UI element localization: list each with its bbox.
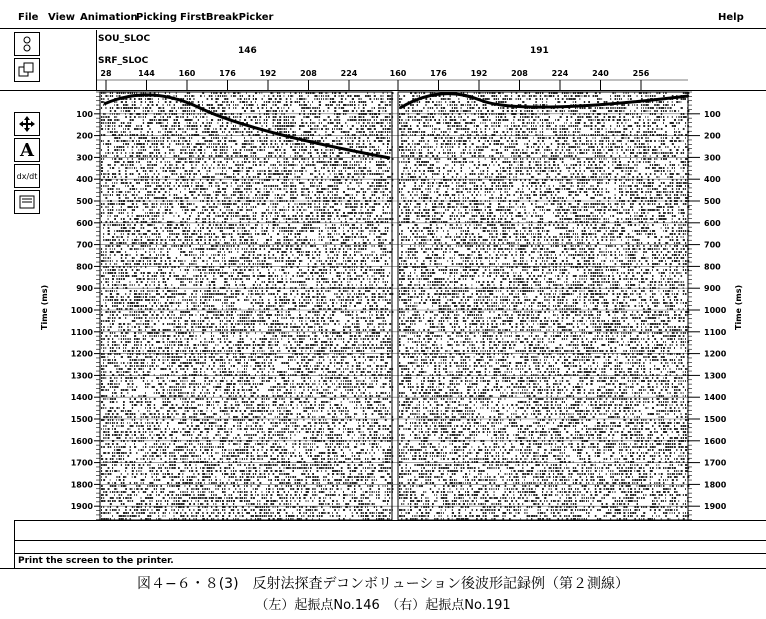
- srf-label: SRF_SLOC: [98, 56, 149, 66]
- status-divider: [14, 540, 766, 541]
- time-tick-label-left: 1700: [70, 458, 93, 468]
- menu-picking[interactable]: Picking: [136, 12, 178, 23]
- status-top-border: [14, 553, 766, 554]
- time-tick-label-right: 700: [704, 240, 721, 250]
- time-tick-label-left: 900: [76, 284, 93, 294]
- menu-animation[interactable]: Animation: [80, 12, 138, 23]
- time-tick-label-right: 1500: [704, 415, 727, 424]
- time-tick-label-left: 600: [76, 218, 93, 228]
- srf-tick-left: 208: [300, 69, 317, 78]
- time-tick-label-left: 1200: [70, 349, 93, 359]
- time-tick-label-left: 1300: [70, 371, 93, 381]
- srf-tick-right: 256: [632, 69, 650, 78]
- time-tick-label-right: 1200: [704, 349, 727, 359]
- time-tick-label-right: 1800: [704, 480, 727, 490]
- time-tick-label-right: 1700: [704, 458, 727, 468]
- srf-tick-right: 224: [551, 69, 569, 78]
- time-tick-label-right: 1100: [704, 327, 727, 337]
- srf-tick-right: 208: [511, 69, 528, 78]
- time-tick-label-right: 1600: [704, 436, 727, 446]
- time-tick-label-left: 700: [76, 240, 93, 250]
- srf-tick-right: 240: [592, 69, 609, 78]
- menu-help[interactable]: Help: [718, 12, 744, 23]
- time-tick-label-left: 1400: [70, 393, 93, 403]
- time-tick-label-left: 500: [76, 197, 93, 206]
- time-tick-label-left: 800: [76, 262, 93, 272]
- menu-file[interactable]: File: [18, 12, 39, 23]
- time-tick-label-right: 200: [704, 131, 721, 141]
- time-tick-label-left: 400: [76, 175, 93, 185]
- time-tick-label-right: 1000: [704, 306, 727, 315]
- menu-view[interactable]: View: [48, 12, 76, 23]
- sou-label: SOU_SLOC: [98, 34, 151, 44]
- time-tick-label-right: 100: [704, 109, 721, 119]
- y-axis-label-right: Time (ms): [734, 284, 743, 330]
- srf-tick-left: 144: [138, 69, 155, 78]
- status-text: Print the screen to the printer.: [18, 556, 174, 566]
- menu-first-break-picker[interactable]: FirstBreakPicker: [180, 12, 274, 23]
- time-tick-label-left: 1500: [70, 415, 93, 424]
- time-tick-label-left: 1600: [70, 436, 93, 446]
- y-axis-label-left: Time (ms): [40, 284, 49, 330]
- time-tick-label-right: 400: [704, 175, 721, 185]
- status-bottom-border: [0, 568, 766, 569]
- time-tick-label-right: 300: [704, 153, 721, 163]
- time-tick-label-left: 1800: [70, 480, 93, 490]
- time-tick-label-right: 800: [704, 262, 721, 272]
- dxdt-icon[interactable]: dx/dt: [14, 164, 40, 188]
- time-tick-label-right: 1400: [704, 393, 727, 403]
- sou-left-value: 146: [238, 46, 257, 56]
- text-icon[interactable]: A: [14, 138, 40, 162]
- time-tick-label-right: 600: [704, 218, 721, 228]
- time-tick-label-right: 1300: [704, 371, 727, 381]
- time-tick-label-left: 1100: [70, 327, 93, 337]
- srf-tick-left: 224: [340, 69, 358, 78]
- srf-tick-left: 160: [178, 69, 196, 78]
- status-left-border: [14, 520, 15, 568]
- time-tick-label-left: 200: [76, 131, 93, 141]
- time-tick-label-right: 500: [704, 197, 721, 206]
- time-tick-label-right: 1900: [704, 502, 727, 512]
- srf-tick-right: 176: [430, 69, 447, 78]
- sou-right-value: 191: [530, 46, 549, 56]
- time-tick-label-right: 900: [704, 284, 721, 294]
- srf-tick-right: 160: [389, 69, 407, 78]
- time-tick-label-left: 300: [76, 153, 93, 163]
- time-tick-label-left: 1000: [70, 306, 93, 315]
- srf-tick-left: 192: [259, 69, 277, 78]
- plot-bottom-border: [14, 520, 766, 521]
- figure-caption-line1: 図４−６・８(3) 反射法探査デコンボリューション後波形記録例（第２測線）: [136, 576, 630, 592]
- figure-caption-line2: （左）起振点No.146 （右）起振点No.191: [255, 598, 511, 613]
- srf-tick-left: 28: [100, 69, 112, 78]
- time-tick-label-left: 1900: [70, 502, 93, 512]
- time-tick-label-left: 100: [76, 109, 93, 119]
- srf-tick-left: 176: [219, 69, 236, 78]
- srf-tick-right: 192: [470, 69, 488, 78]
